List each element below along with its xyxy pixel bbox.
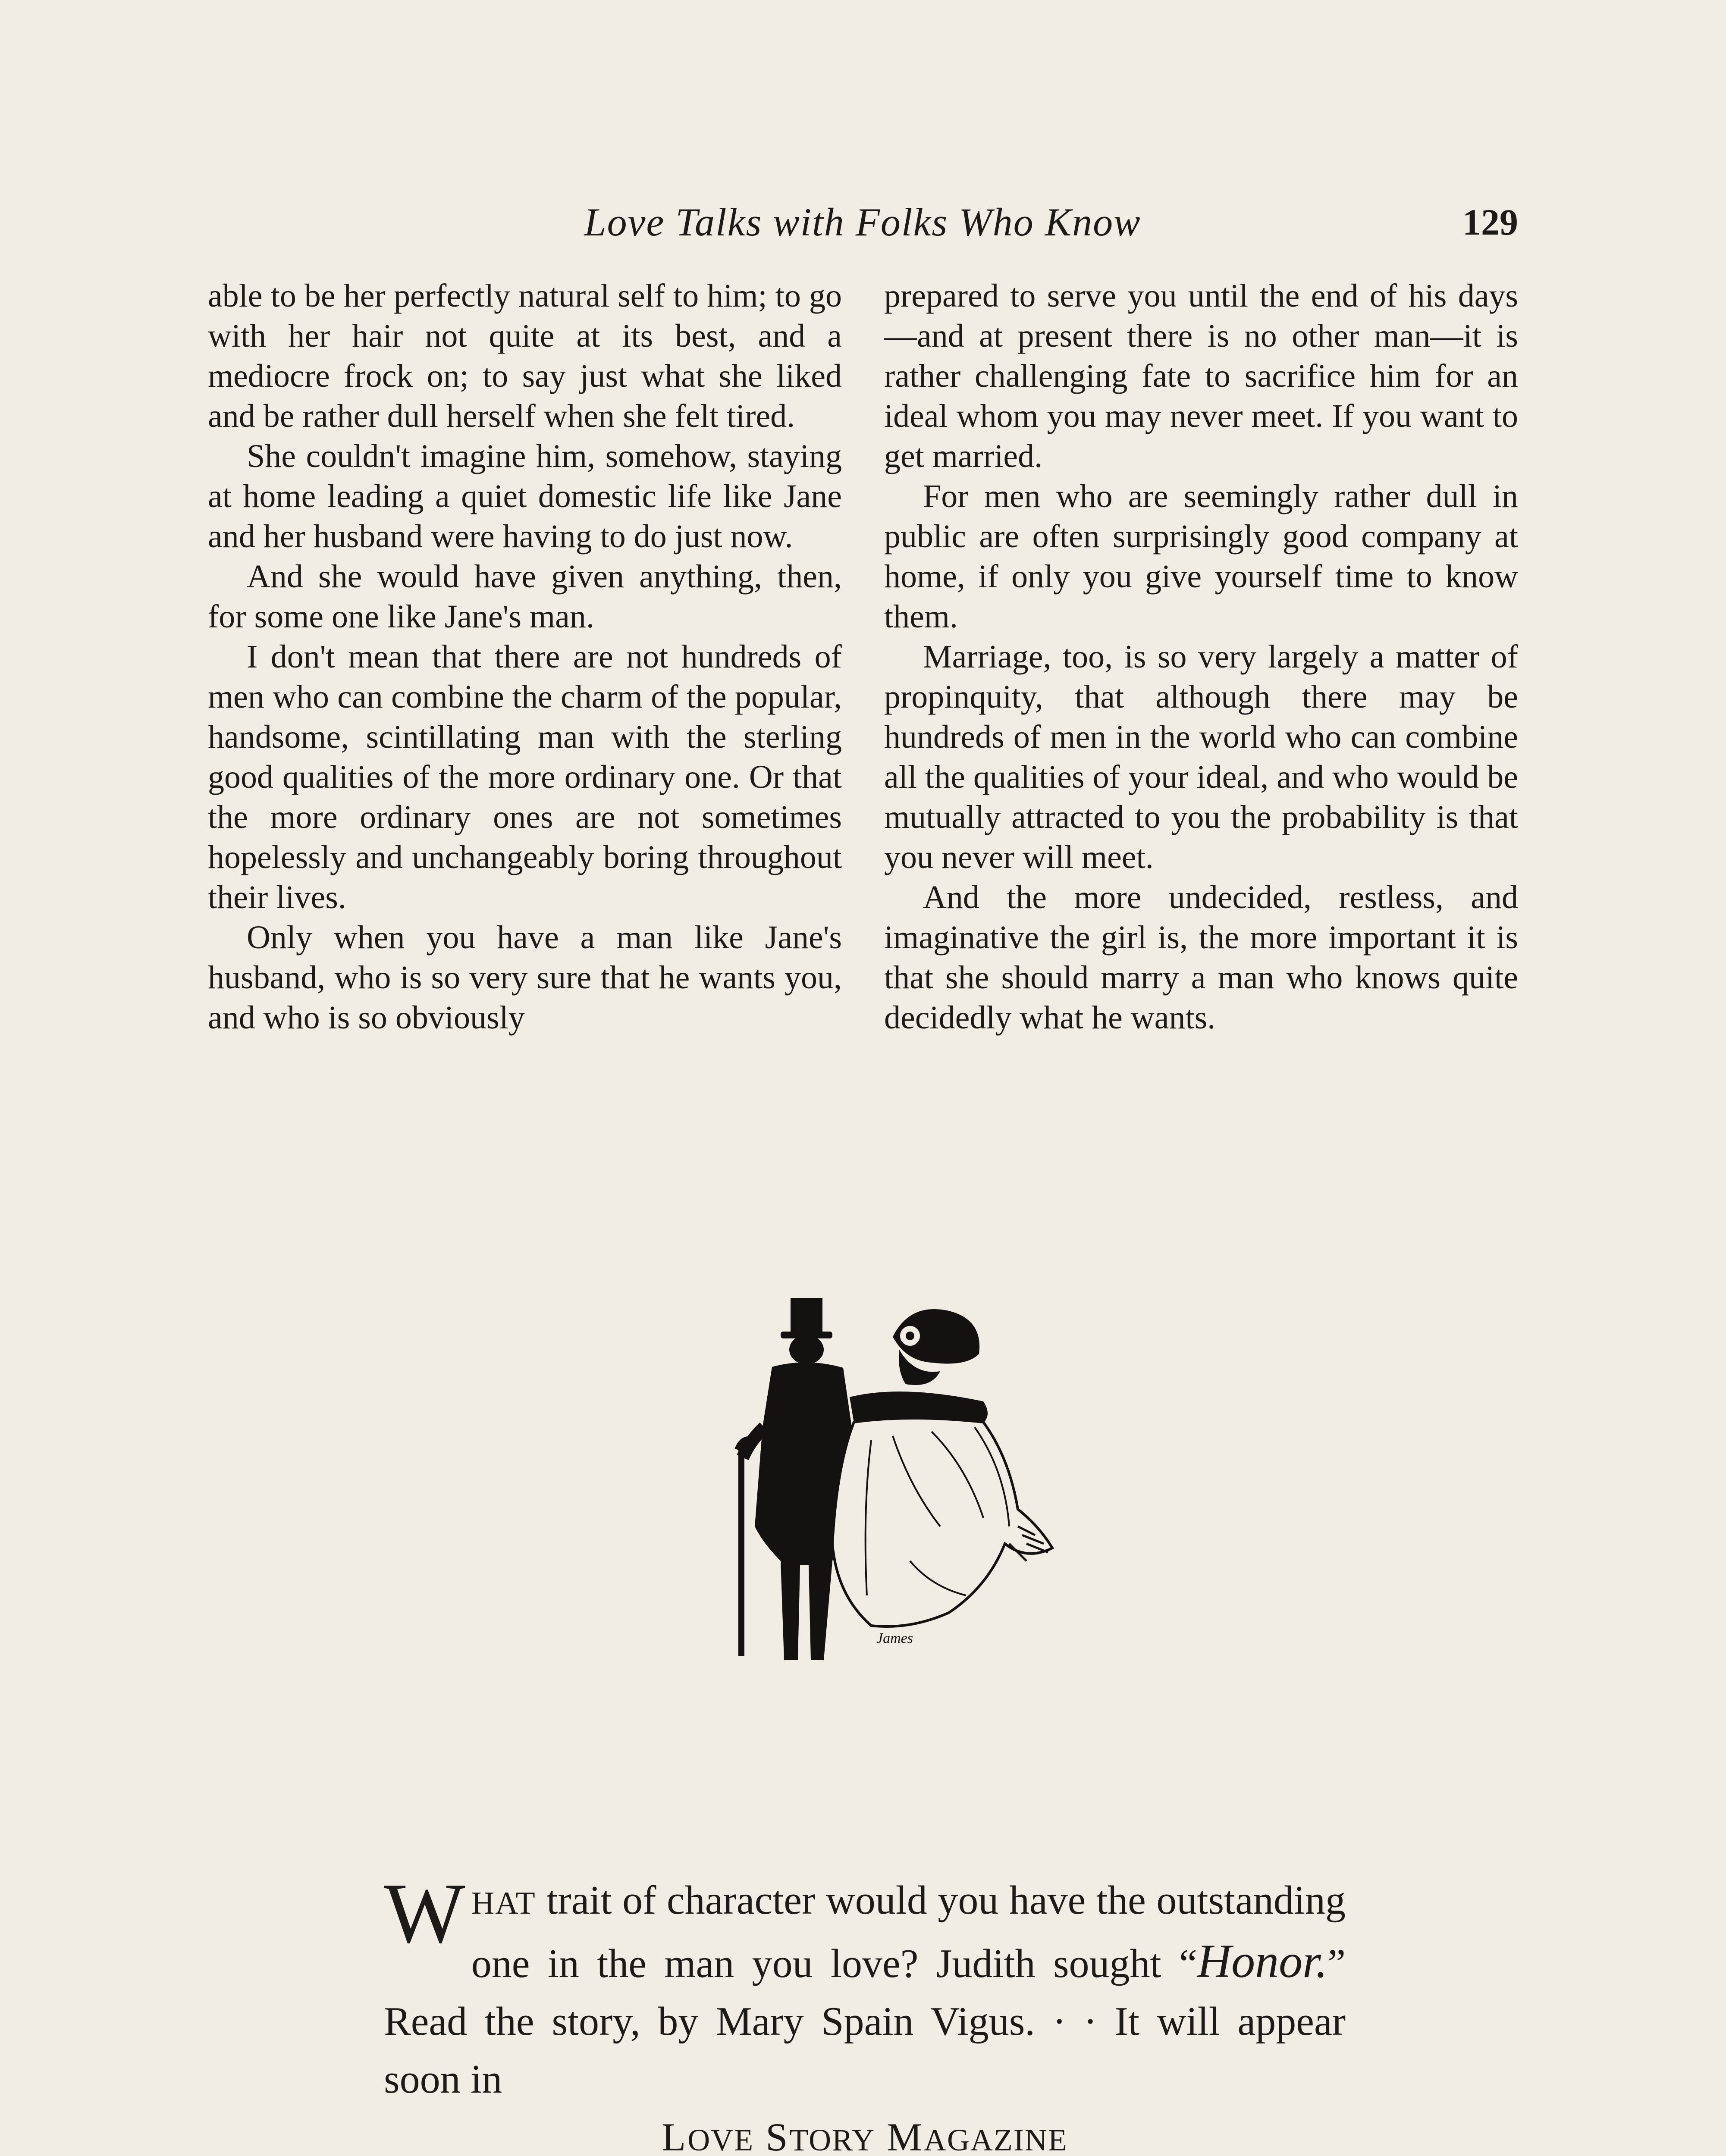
paragraph: I don't mean that there are not hundreds of men who can combine the charm of the popular, handsome, scintillating man with the sterling good qualities of the more ordinary one. Or that the more ordinary ones are not sometimes hopelessly and unchangeably boring throughout their lives. xyxy=(208,639,842,915)
notice-text-appear: It will appear soon in xyxy=(384,1999,1346,2102)
story-notice xyxy=(384,1866,1346,2156)
quote-close: ” xyxy=(1327,1941,1346,1986)
paragraph: prepared to serve you until the end of his days—and at present there is no other man—it is rather challenging fate to sacrifice him for an ideal whom you may never meet. If you want to get married. xyxy=(884,278,1518,474)
small-caps-word: HAT xyxy=(471,1886,536,1921)
mag-sc: AGAZINE xyxy=(923,2123,1068,2156)
couple-illustration-icon xyxy=(707,1285,1095,1682)
page-number: 129 xyxy=(1462,201,1518,243)
paragraph: And the more undecided, restless, and imaginative the girl is, the more important it is that she should marry a man who knows quite decidedly what he wants. xyxy=(884,879,1518,1036)
running-header xyxy=(207,194,1518,250)
paragraph: Only when you have a man like Jane's husband, who is so very sure that he wants you, and who is so obviously xyxy=(208,919,842,1036)
mag-cap: L xyxy=(662,2115,688,2156)
mag-cap: M xyxy=(887,2115,924,2156)
paragraph: She couldn't imagine him, somehow, staying at home leading a quiet domestic life like Jane and her husband were having to do just now. xyxy=(208,438,842,555)
paragraph: And she would have given anything, then, for some one like Jane's man. xyxy=(208,558,842,635)
notice-text: trait of character would you have the outstanding one in the man you love? Judith sought xyxy=(471,1878,1346,1986)
artist-signature: James xyxy=(876,1630,913,1646)
paragraph: able to be her perfectly natural self to him; to go with her hair not quite at its best, and a mediocre frock on; to say just what she liked and be rather dull herself when she felt tired. xyxy=(208,278,842,434)
magazine-name xyxy=(384,2108,1346,2156)
mag-cap: S xyxy=(766,2115,790,2156)
quote-open: “ xyxy=(1179,1941,1197,1986)
notice-text-author: Read the story, by Mary Spain Vigus. xyxy=(384,1999,1035,2044)
right-column xyxy=(884,276,1518,1038)
separator-dots: · · xyxy=(1052,1999,1097,2044)
mag-sc: TORY xyxy=(789,2123,876,2156)
mag-sc: OVE xyxy=(687,2123,754,2156)
running-title: Love Talks with Folks Who Know xyxy=(584,200,1141,244)
drop-cap: W xyxy=(384,1866,465,1961)
paragraph: For men who are seemingly rather dull in public are often surprisingly good company at home, if only you give yourself time to know them. xyxy=(884,478,1518,635)
paragraph: Marriage, too, is so very largely a matter of propinquity, that although there may be hundreds of men in the world who can combine all the qualities of your ideal, and who would be mutually attracted to you the probability is that you never will meet. xyxy=(884,639,1518,875)
left-column xyxy=(208,276,842,1038)
story-title: Honor. xyxy=(1197,1935,1328,1987)
